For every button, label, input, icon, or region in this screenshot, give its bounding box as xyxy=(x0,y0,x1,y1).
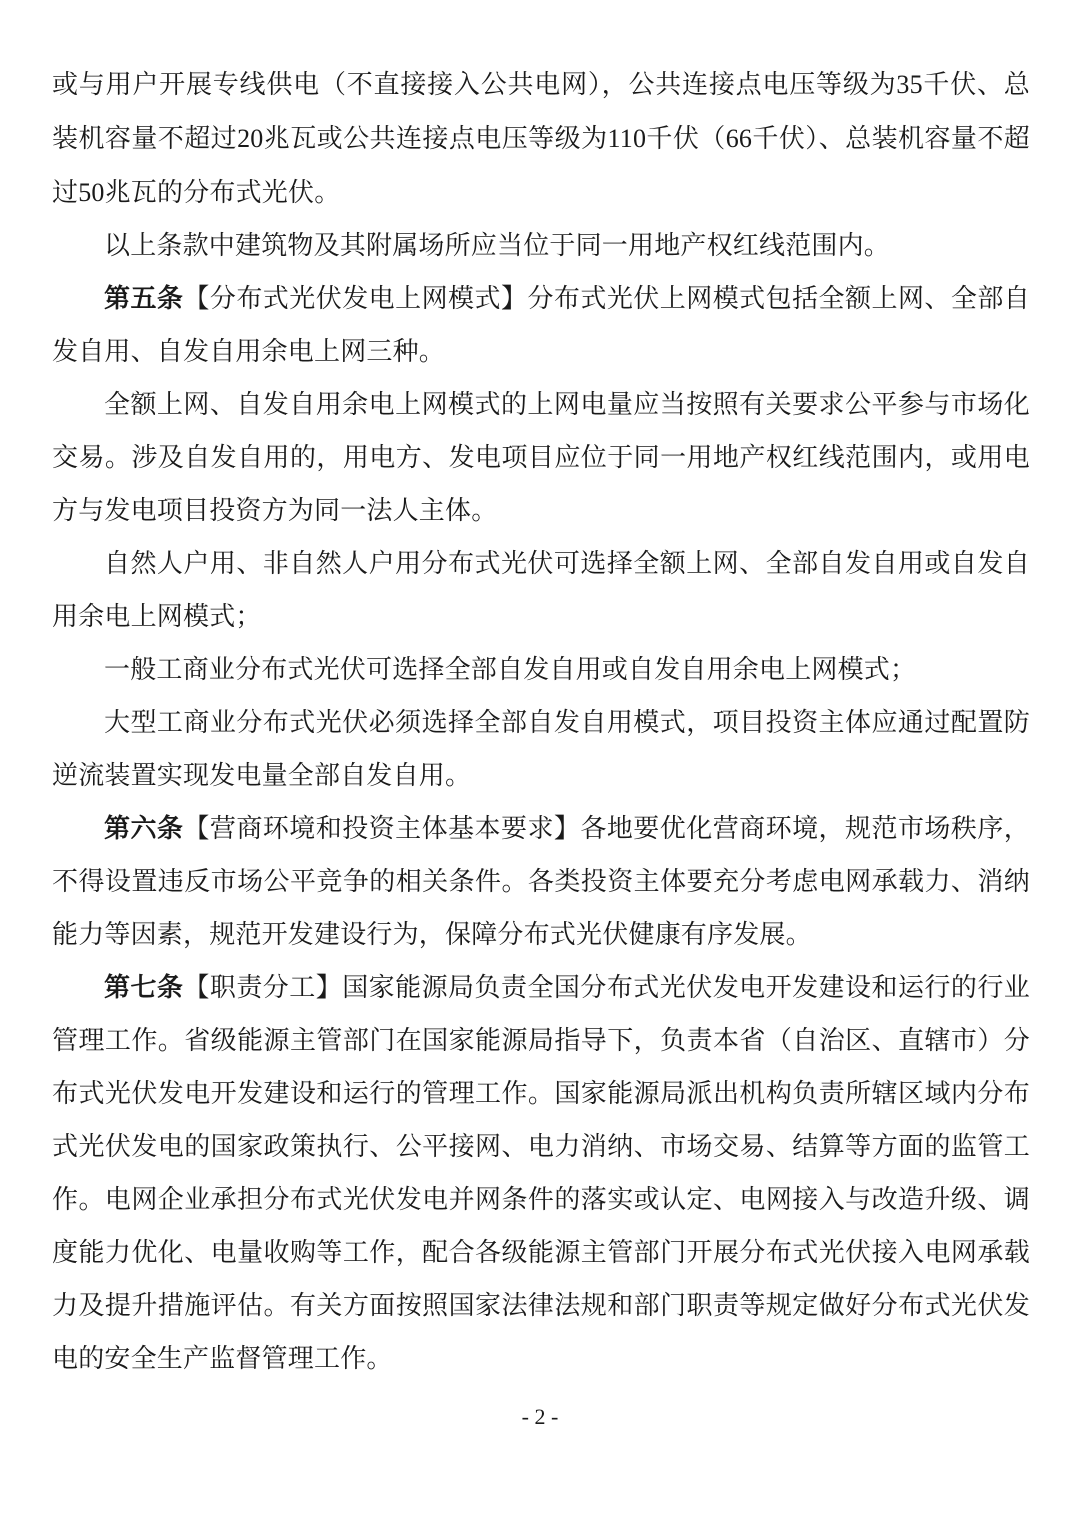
paragraph-p3 xyxy=(52,273,1030,379)
article-heading: 第七条 xyxy=(104,973,184,1003)
document-body xyxy=(52,58,1030,1386)
paragraph-text: 兆瓦的分布式光伏。 xyxy=(104,178,341,208)
paragraph-p7 xyxy=(52,697,1030,803)
paragraph-text: 或与用户开展专线供电（不直接接入公共电网），公共连接点电压等级为 xyxy=(52,70,897,100)
paragraph-p8 xyxy=(52,803,1030,962)
paragraph-text: 【营商环境和投资主体基本要求】各地要优化营商环境，规范市场秩序，不得设置违反市场公平竞争的相关条件。各类投资主体要充分考虑电网承载力、消纳能力等因素，规范开发建设行为，保障分布式光伏健康有序发展。 xyxy=(52,814,1030,950)
paragraph-p5 xyxy=(52,538,1030,644)
paragraph-text: 千伏（ xyxy=(646,124,726,154)
paragraph-text: 大型工商业分布式光伏必须选择全部自发自用模式，项目投资主体应通过配置防逆流装置实现发电量全部自发自用。 xyxy=(52,708,1030,791)
paragraph-p6 xyxy=(52,644,1030,697)
paragraph-p2 xyxy=(52,220,1030,273)
paragraph-p9 xyxy=(52,962,1030,1386)
paragraph-text: 【职责分工】国家能源局负责全国分布式光伏发电开发建设和运行的行业管理工作。省级能源主管部门在国家能源局指导下，负责本省（自治区、直辖市）分布式光伏发电开发建设和运行的管理工作。国家能源局派出机构负责所辖区域内分布式光伏发电的国家政策执行、公平接网、电力消纳、市场交易、结算等方面的监管工作。电网企业承担分布式光伏发电并网条件的落实或认定、电网接入与改造升级、调度能力优化、电量收购等工作，配合各级能源主管部门开展分布式光伏接入电网承载力及提升措施评估。有关方面按照国家法律法规和部门职责等规定做好分布式光伏发电的安全生产监督管理工作。 xyxy=(52,973,1030,1374)
paragraph-text: 以上条款中建筑物及其附属场所应当位于同一用地产权红线范围内。 xyxy=(104,231,891,261)
paragraph-text: 千伏）、总装机容量不超过 xyxy=(52,124,1031,208)
paragraph-text: 35 xyxy=(896,70,923,99)
article-heading: 第五条 xyxy=(104,284,184,314)
paragraph-text: 50 xyxy=(78,178,105,207)
paragraph-p4 xyxy=(52,379,1030,538)
paragraph-text: 20 xyxy=(237,124,264,153)
paragraph-p1 xyxy=(52,58,1030,220)
paragraph-text: 自然人户用、非自然人户用分布式光伏可选择全额上网、全部自发自用或自发自用余电上网模式； xyxy=(52,549,1030,632)
paragraph-text: 千伏、总装机容量不超过 xyxy=(52,70,1030,154)
paragraph-text: 全额上网、自发自用余电上网模式的上网电量应当按照有关要求公平参与市场化交易。涉及自发自用的，用电方、发电项目应位于同一用地产权红线范围内，或用电方与发电项目投资方为同一法人主体。 xyxy=(52,390,1030,526)
paragraph-text: 【分布式光伏发电上网模式】分布式光伏上网模式包括全额上网、全部自发自用、自发自用余电上网三种。 xyxy=(52,284,1030,367)
page-number: - 2 - xyxy=(521,1404,559,1429)
paragraph-text: 66 xyxy=(725,124,753,153)
paragraph-text: 110 xyxy=(607,124,647,153)
article-heading: 第六条 xyxy=(104,814,184,844)
paragraph-text: 一般工商业分布式光伏可选择全部自发自用或自发自用余电上网模式； xyxy=(104,655,917,685)
paragraph-text: 兆瓦或公共连接点电压等级为 xyxy=(263,124,608,154)
